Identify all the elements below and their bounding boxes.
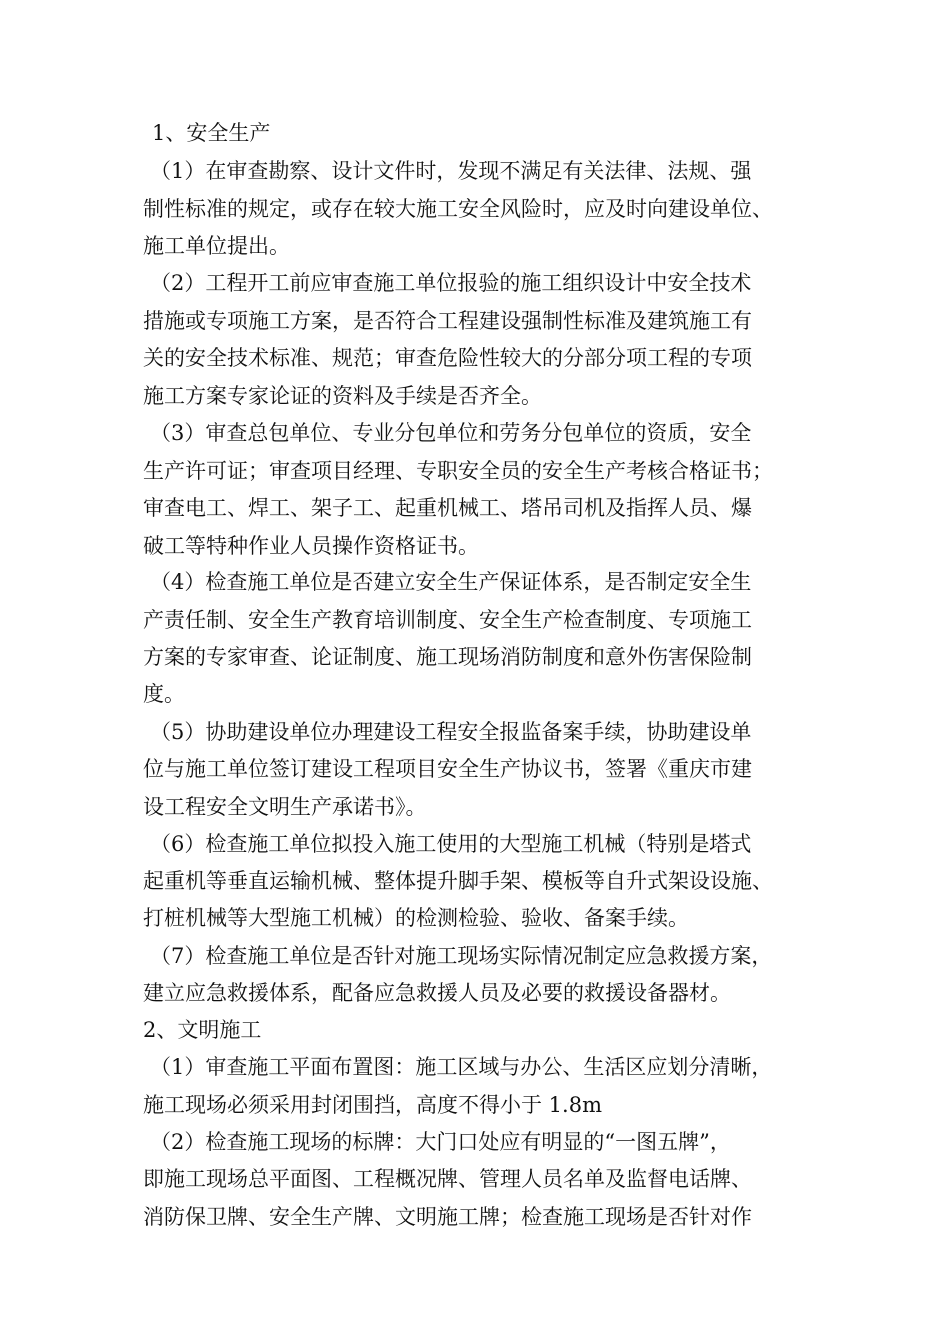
paragraph-line: （4）检查施工单位是否建立安全生产保证体系，是否制定安全生 xyxy=(150,570,752,594)
paragraph-line: （1）在审查勘察、设计文件时，发现不满足有关法律、法规、强 xyxy=(150,159,752,183)
paragraph-line: 措施或专项施工方案，是否符合工程建设强制性标准及建筑施工有 xyxy=(143,309,752,333)
paragraph-line: 生产许可证；审查项目经理、专职安全员的安全生产考核合格证书； xyxy=(143,459,773,483)
paragraph-line: （2）检查施工现场的标牌：大门口处应有明显的“一图五牌”， xyxy=(150,1130,731,1154)
paragraph-line: （3）审查总包单位、专业分包单位和劳务分包单位的资质，安全 xyxy=(150,421,752,445)
paragraph-line: 关的安全技术标准、规范；审查危险性较大的分部分项工程的专项 xyxy=(143,346,752,370)
paragraph-line: 产责任制、安全生产教育培训制度、安全生产检查制度、专项施工 xyxy=(143,608,752,632)
paragraph-line: （5）协助建设单位办理建设工程安全报监备案手续，协助建设单 xyxy=(150,720,752,744)
paragraph-line: （7）检查施工单位是否针对施工现场实际情况制定应急救援方案， xyxy=(150,944,773,968)
paragraph-line: 建立应急救援体系，配备应急救援人员及必要的救援设备器材。 xyxy=(143,981,731,1005)
paragraph-line: （1）审查施工平面布置图：施工区域与办公、生活区应划分清晰， xyxy=(150,1055,773,1079)
paragraph-line: 破工等特种作业人员操作资格证书。 xyxy=(143,534,479,558)
paragraph-line: 审查电工、焊工、架子工、起重机械工、塔吊司机及指挥人员、爆 xyxy=(143,496,752,520)
paragraph-line: 即施工现场总平面图、工程概况牌、管理人员名单及监督电话牌、 xyxy=(143,1167,752,1191)
paragraph-line: （2）工程开工前应审查施工单位报验的施工组织设计中安全技术 xyxy=(150,271,752,295)
paragraph-line: 制性标准的规定，或存在较大施工安全风险时，应及时向建设单位、 xyxy=(143,197,773,221)
paragraph-line: 位与施工单位签订建设工程项目安全生产协议书，签署《重庆市建 xyxy=(143,757,752,781)
paragraph-line: 施工方案专家论证的资料及手续是否齐全。 xyxy=(143,384,542,408)
paragraph-line: 度。 xyxy=(143,682,185,706)
paragraph-line: （6）检查施工单位拟投入施工使用的大型施工机械（特别是塔式 xyxy=(150,832,752,856)
paragraph-line: 打桩机械等大型施工机械）的检测检验、验收、备案手续。 xyxy=(143,906,689,930)
section-heading-safety: 1、安全生产 xyxy=(152,121,271,145)
paragraph-line: 施工单位提出。 xyxy=(143,234,290,258)
section-heading-civilized-construction: 2、文明施工 xyxy=(143,1018,262,1042)
paragraph-line: 方案的专家审查、论证制度、施工现场消防制度和意外伤害保险制 xyxy=(143,645,752,669)
paragraph-line: 设工程安全文明生产承诺书》。 xyxy=(143,795,427,819)
paragraph-line: 消防保卫牌、安全生产牌、文明施工牌；检查施工现场是否针对作 xyxy=(143,1205,752,1229)
paragraph-line: 施工现场必须采用封闭围挡，高度不得小于 1.8m xyxy=(143,1093,602,1117)
paragraph-line: 起重机等垂直运输机械、整体提升脚手架、模板等自升式架设设施、 xyxy=(143,869,773,893)
